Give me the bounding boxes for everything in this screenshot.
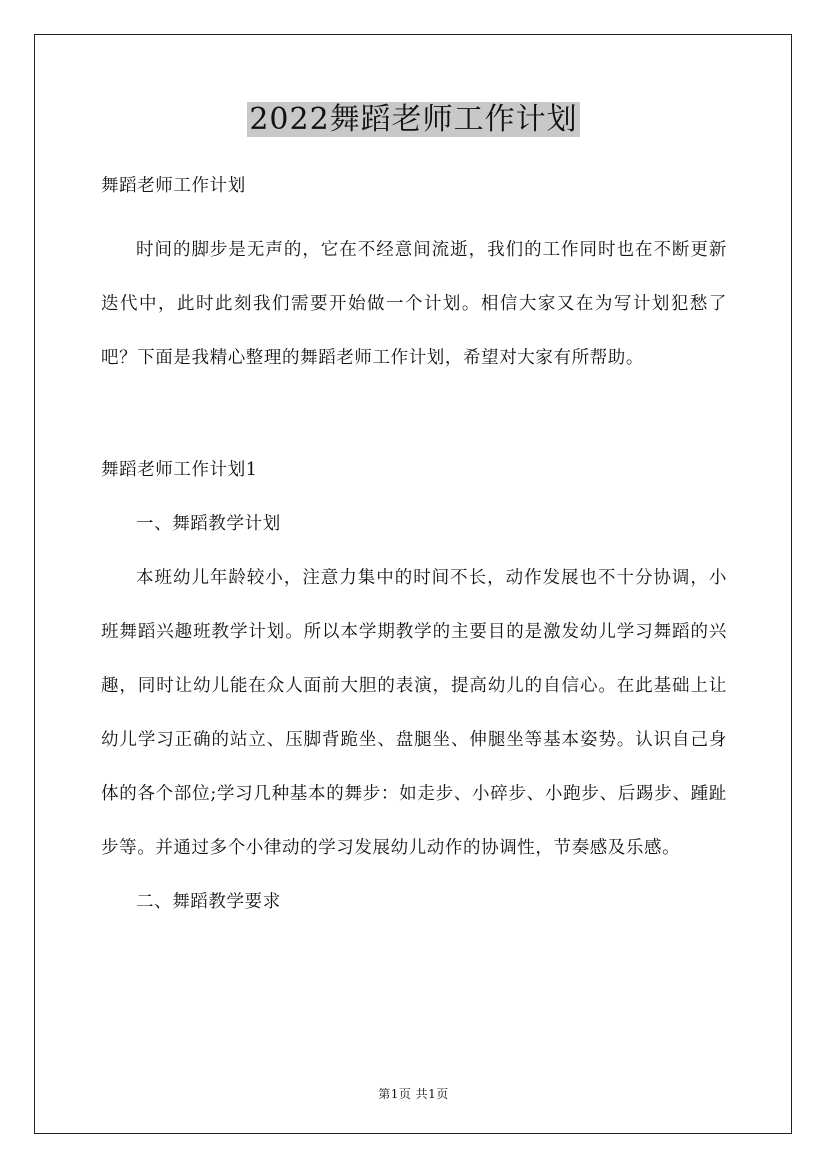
document-title-block (0, 98, 827, 142)
section-title: 舞蹈老师工作计划1 (101, 460, 258, 480)
heading-dance-teaching-requirements: 二、舞蹈教学要求 (136, 892, 281, 912)
intro-paragraph: 时间的脚步是无声的，它在不经意间流逝，我们的工作同时也在不断更新迭代中，此时此刻我们需要开始做一个计划。相信大家又在为写计划犯愁了吧？下面是我精心整理的舞蹈老师工作计划，希望对大家有所帮助。 (101, 240, 727, 368)
document-subtitle: 舞蹈老师工作计划 (101, 176, 246, 196)
body-paragraph-1: 本班幼儿年龄较小，注意力集中的时间不长，动作发展也不十分协调，小班舞蹈兴趣班教学计划。所以本学期教学的主要目的是激发幼儿学习舞蹈的兴趣，同时让幼儿能在众人面前大胆的表演，提高幼儿的自信心。在此基础上让幼儿学习正确的站立、压脚背跪坐、盘腿坐、伸腿坐等基本姿势。认识自己身体的各个部位;学习几种基本的舞步：如走步、小碎步、小跑步、后踢步、踵趾步等。并通过多个小律动的学习发展幼儿动作的协调性，节奏感及乐感。 (101, 568, 727, 858)
page-footer: 第1页 共1页 (378, 1087, 449, 1101)
heading-dance-teaching-plan: 一、舞蹈教学计划 (136, 514, 281, 534)
document-body (101, 172, 727, 929)
document-title: 2022舞蹈老师工作计划 (249, 102, 578, 137)
